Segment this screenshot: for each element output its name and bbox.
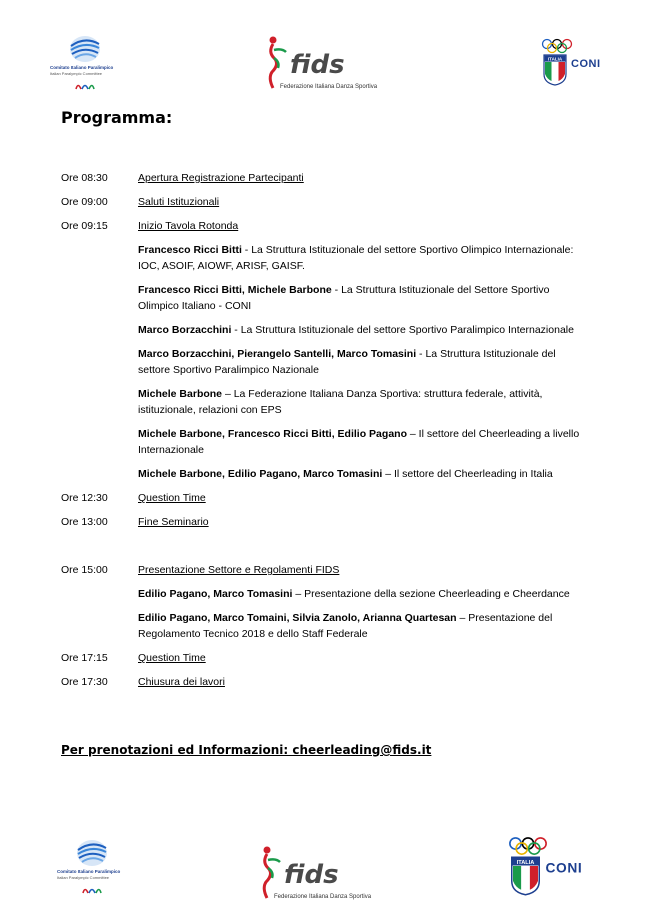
speaker-topic: - La Struttura Istituzionale del Settore Sportivo Olimpico Italiano - CONI [138, 284, 550, 312]
schedule-time: Ore 09:00 [61, 196, 108, 208]
speaker-topic: - La Struttura Istituzionale del settore Sportivo Paralimpico Nazionale [138, 348, 556, 376]
speaker-names: Francesco Ricci Bitti, Michele Barbone [138, 284, 332, 296]
speaker-item [61, 586, 581, 602]
cip-logo [50, 32, 130, 102]
speaker-entry [138, 242, 581, 274]
speaker-item [61, 610, 581, 642]
fids-logo [256, 844, 372, 904]
schedule-time: Ore 12:30 [61, 492, 108, 504]
contact-info-link[interactable]: Per prenotazioni ed Informazioni: cheerleading@fids.it [61, 743, 432, 757]
speaker-topic: – Il settore del Cheerleading a livello Internazionale [138, 428, 580, 456]
page-title: Programma: [61, 108, 173, 127]
speaker-names: Francesco Ricci Bitti [138, 244, 242, 256]
speaker-item [61, 242, 581, 274]
speaker-names: Marco Borzacchini [138, 324, 232, 336]
coni-word: CONI [571, 58, 601, 70]
speaker-item [61, 322, 581, 338]
speaker-entry [138, 386, 581, 418]
globe-icon [68, 34, 102, 64]
cip-name: Comitato Italiano Paralimpico [57, 869, 121, 874]
schedule-event: Presentazione Settore e Regolamenti FIDS [138, 564, 340, 576]
header-logos [0, 28, 645, 108]
schedule-time: Ore 15:00 [61, 564, 108, 576]
schedule-event: Fine Seminario [138, 516, 209, 528]
speaker-topic: - La Struttura Istituzionale del settore Sportivo Paralimpico Internazionale [231, 324, 574, 336]
speaker-names: Edilio Pagano, Marco Tomaini, Silvia Zanolo, Arianna Quartesan [138, 612, 457, 624]
cip-logo [57, 836, 137, 906]
speaker-topic: – La Federazione Italiana Danza Sportiva: struttura federale, attività, istituzionale, relazioni con EPS [138, 388, 543, 416]
speaker-item [61, 346, 581, 378]
speaker-entry [138, 282, 581, 314]
speaker-entry [138, 466, 581, 482]
agitos-icon [74, 80, 96, 92]
schedule-time: Ore 17:30 [61, 676, 108, 688]
speaker-entry [138, 610, 581, 642]
cip-sub: Italian Paralympic Committee [50, 71, 103, 76]
schedule-row [61, 514, 581, 530]
speaker-topic: – Presentazione della sezione Cheerleading e Cheerdance [292, 588, 570, 600]
speaker-entry [138, 346, 581, 378]
speaker-topic: – Il settore del Cheerleading in Italia [382, 468, 553, 480]
fids-logo [262, 34, 378, 94]
schedule-row [61, 562, 581, 578]
schedule-row [61, 170, 581, 186]
cip-sub: Italian Paralympic Committee [57, 875, 110, 880]
speaker-names: Michele Barbone, Edilio Pagano, Marco Tomasini [138, 468, 383, 480]
schedule-time: Ore 08:30 [61, 172, 108, 184]
fids-tagline: Federazione Italiana Danza Sportiva [274, 894, 372, 900]
agitos-icon [81, 884, 103, 896]
olympic-rings-icon [508, 836, 548, 856]
schedule-row [61, 218, 581, 234]
coni-word: CONI [545, 861, 583, 876]
italia-flag-text: ITALIA [547, 56, 563, 62]
schedule-row [61, 650, 581, 666]
schedule-event: Chiusura dei lavori [138, 676, 225, 688]
italia-flag-text: ITALIA [516, 860, 535, 866]
speaker-topic: – Presentazione del Regolamento Tecnico 2018 e dello Staff Federale [138, 612, 553, 640]
cip-name: Comitato Italiano Paralimpico [50, 65, 114, 70]
italia-shield-icon [543, 54, 567, 86]
speaker-names: Edilio Pagano, Marco Tomasini [138, 588, 293, 600]
schedule-event: Question Time [138, 652, 206, 664]
dancer-icon [264, 34, 288, 90]
speaker-item [61, 426, 581, 458]
globe-icon [75, 838, 109, 868]
speaker-topic: - La Struttura Istituzionale del settore Sportivo Olimpico Internazionale: IOC, ASOIF, AIOWF, ARISF, GAISF. [138, 244, 574, 272]
schedule-row [61, 194, 581, 210]
fids-word: fids [284, 860, 339, 890]
speaker-item [61, 466, 581, 482]
speaker-names: Michele Barbone [138, 388, 223, 400]
coni-logo [541, 38, 621, 108]
speaker-entry [138, 426, 581, 458]
italia-shield-icon [511, 856, 541, 896]
schedule-event: Question Time [138, 492, 206, 504]
schedule-event: Saluti Istituzionali [138, 196, 220, 208]
schedule-event: Apertura Registrazione Partecipanti [138, 172, 304, 184]
olympic-rings-icon [541, 38, 573, 54]
speaker-item [61, 282, 581, 314]
schedule-row [61, 490, 581, 506]
speaker-item [61, 386, 581, 418]
schedule-time: Ore 09:15 [61, 220, 108, 232]
program-schedule [61, 170, 581, 690]
speaker-entry [138, 586, 581, 602]
speaker-names: Michele Barbone, Francesco Ricci Bitti, Edilio Pagano [138, 428, 407, 440]
footer-logos [0, 828, 645, 908]
schedule-row [61, 674, 581, 690]
fids-word: fids [290, 50, 345, 80]
schedule-time: Ore 13:00 [61, 516, 108, 528]
fids-tagline: Federazione Italiana Danza Sportiva [280, 84, 378, 90]
speaker-names: Marco Borzacchini, Pierangelo Santelli, Marco Tomasini [138, 348, 417, 360]
schedule-time: Ore 17:15 [61, 652, 108, 664]
dancer-icon [258, 844, 282, 900]
coni-logo [508, 836, 608, 924]
speaker-entry [138, 322, 581, 338]
schedule-event: Inizio Tavola Rotonda [138, 220, 239, 232]
